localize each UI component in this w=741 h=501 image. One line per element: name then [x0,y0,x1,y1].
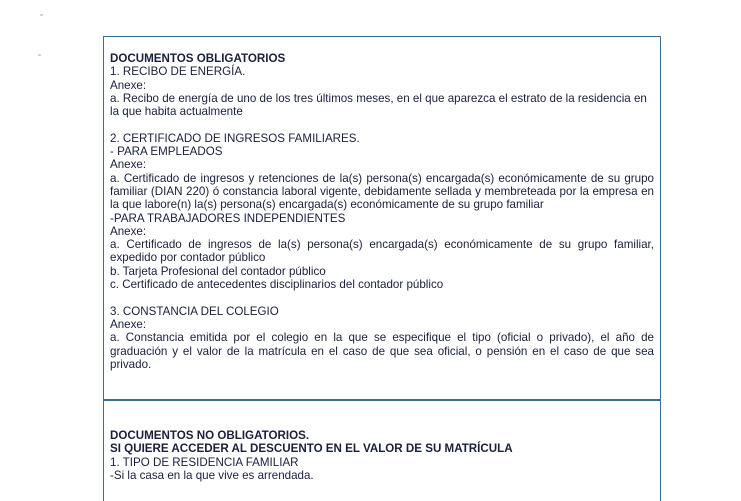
independents-requirement-b: b. Tarjeta Profesional del contador público [110,264,326,278]
section-title: DOCUMENTOS OBLIGATORIOS [110,52,286,65]
annex-label: Anexe: [110,317,147,331]
annex-label: Anexe: [110,224,147,238]
item-heading-energy-bill: 1. RECIBO DE ENERGÍA. [110,65,246,79]
residence-type-note: -Si la casa en la que vive es arrendada. [110,468,314,482]
energy-bill-requirement: a. Recibo de energía de uno de los tres últimos meses, en el que aparezca el estrato de la residencia en la que habita actualmente [110,91,647,119]
mandatory-documents-section [110,52,654,371]
annex-label: Anexe: [110,158,147,172]
item-heading-residence-type: 1. TIPO DE RESIDENCIA FAMILIAR [110,455,299,469]
scan-speck [40,14,43,16]
employees-requirement: a. Certificado de ingresos y retenciones de la(s) persona(s) encargada(s) económicamente de su grupo familiar (DIAN 220) ó constancia laboral vigente, debidamente sellada y membreteada por la empresa en la que labore(n) la(s) persona(s) encargada(s) económicamente de su grupo familiar [110,171,654,212]
scan-speck [38,54,41,56]
item-heading-school-certificate: 3. CONSTANCIA DEL COLEGIO [110,304,279,318]
independents-requirement-a: a. Certificado de ingresos de la(s) persona(s) encargada(s) económicamente de su grupo familiar, expedido por contador público [110,238,654,265]
item-heading-income-certificate: 2. CERTIFICADO DE INGRESOS FAMILIARES. [110,131,360,145]
section-title: DOCUMENTOS NO OBLIGATORIOS. [110,429,310,442]
independents-requirement-c: c. Certificado de antecedentes disciplinarios del contador público [110,278,444,292]
section-subtitle: SI QUIERE ACCEDER AL DESCUENTO EN EL VALOR DE SU MATRÍCULA [110,442,513,456]
optional-documents-section [110,429,654,482]
employees-label: - PARA EMPLEADOS [110,145,223,159]
school-certificate-requirement: a. Constancia emitida por el colegio en la que se especifique el tipo (oficial o privado), el año de graduación y el valor de la matrícula en el caso de que sea oficial, o pensión en el caso de que sea privado. [110,331,654,371]
independents-label: -PARA TRABAJADORES INDEPENDIENTES [110,211,346,225]
annex-label: Anexe: [110,78,147,92]
